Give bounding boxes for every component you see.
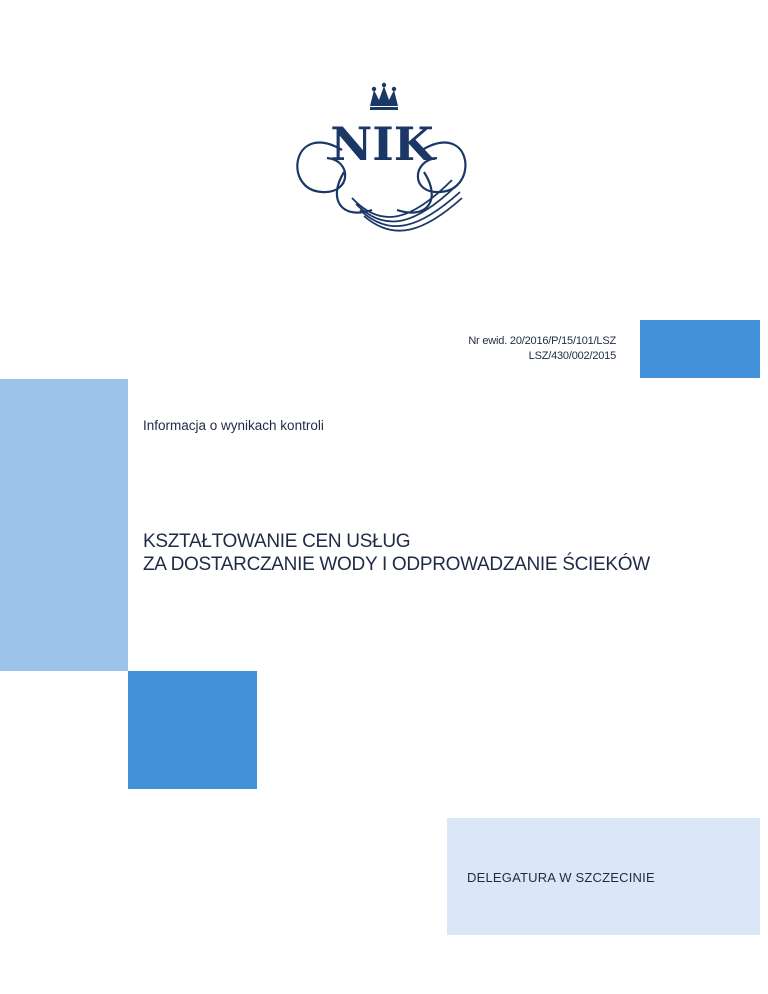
title-line-1: KSZTAŁTOWANIE CEN USŁUG	[143, 531, 411, 552]
document-title	[143, 530, 650, 576]
decor-panel-left	[0, 379, 128, 671]
file-code: LSZ/430/002/2015	[528, 350, 616, 362]
decor-square-top-right	[640, 320, 760, 378]
nik-crown-logo-icon	[282, 80, 482, 240]
nr-ewid: Nr ewid. 20/2016/P/15/101/LSZ	[468, 335, 616, 347]
delegatura-panel	[447, 818, 760, 935]
title-line-2: ZA DOSTARCZANIE WODY I ODPROWADZANIE ŚCIEKÓW	[143, 554, 650, 575]
decor-square-bottom-left	[128, 671, 257, 789]
nik-logo	[282, 80, 482, 240]
document-reference	[380, 334, 616, 364]
logo-text: NIK	[330, 117, 434, 171]
document-subtitle: Informacja o wynikach kontroli	[143, 418, 324, 433]
delegatura-label: DELEGATURA W SZCZECINIE	[467, 870, 655, 885]
